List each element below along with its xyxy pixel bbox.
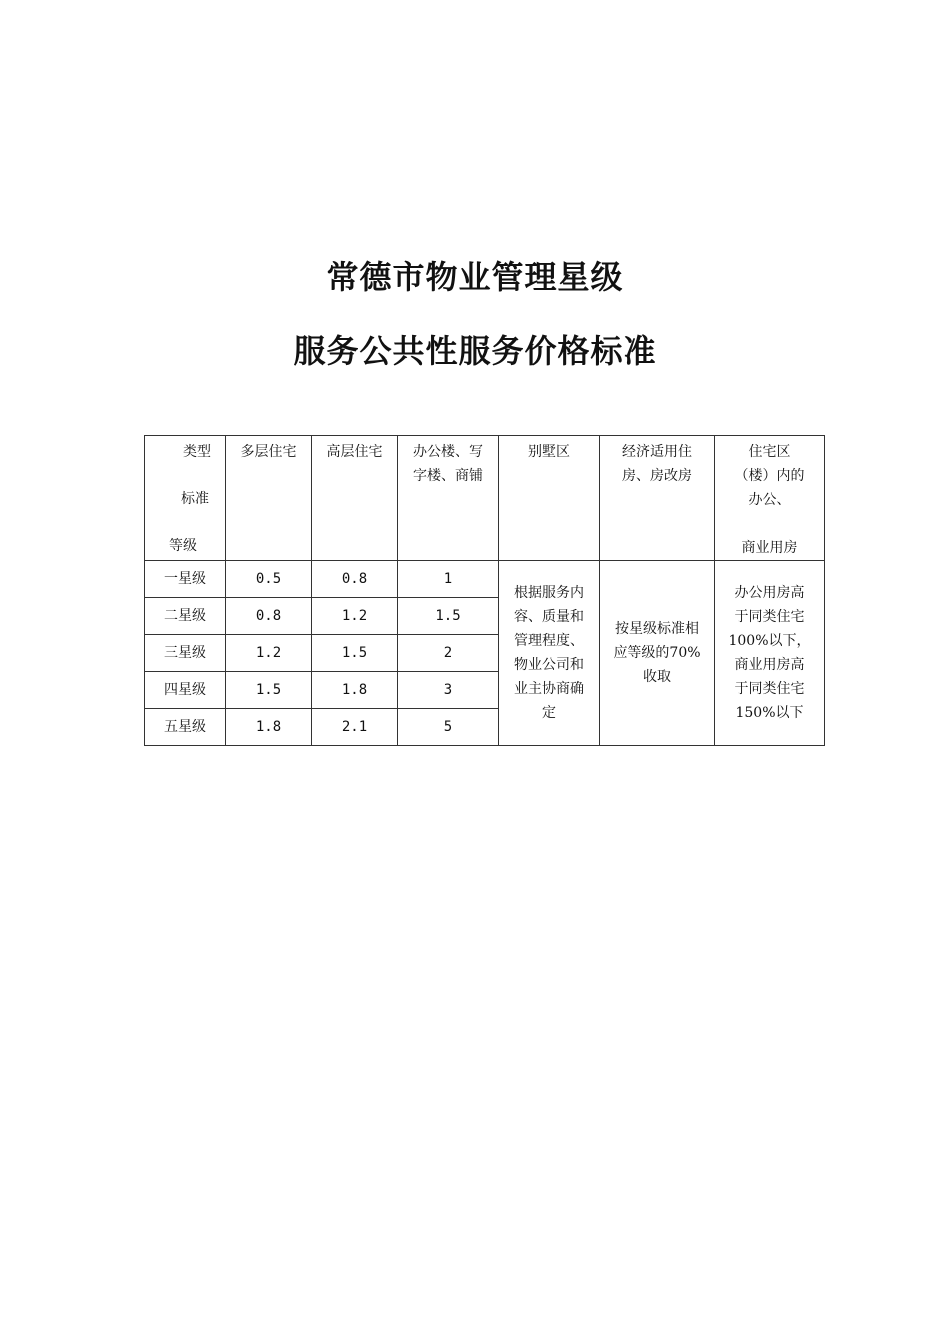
mixed-note-line: 商业用房高 — [734, 657, 805, 673]
corner-header-cell — [145, 436, 226, 561]
villa-note-line: 定 — [542, 705, 556, 721]
mixed-note-line: 办公用房高 — [734, 585, 805, 601]
header-mixed-line-3: 办公、 — [748, 492, 791, 508]
affordable-note-line: 收取 — [643, 669, 671, 685]
cell-multi-storey: 1.2 — [226, 635, 312, 672]
villa-note-line: 业主协商确 — [514, 681, 584, 697]
standard-label: 标准 — [181, 491, 209, 507]
villa-note-line: 管理程度、 — [514, 633, 584, 649]
cell-high-rise: 1.5 — [312, 635, 398, 672]
header-affordable — [600, 436, 715, 561]
header-office-shop-line-2: 字楼、商铺 — [413, 468, 483, 484]
cell-office: 2 — [398, 635, 499, 672]
header-mixed-line-1: 住宅区 — [748, 444, 791, 460]
header-mixed-line-4: 商业用房 — [741, 540, 798, 556]
type-label: 类型 — [183, 444, 211, 460]
row-level: 四星级 — [145, 672, 226, 709]
header-high-rise — [312, 436, 398, 561]
cell-office: 1 — [398, 561, 499, 598]
table-row — [145, 561, 825, 598]
grade-label: 等级 — [169, 538, 197, 554]
document-title-line-2: 服务公共性服务价格标准 — [293, 332, 657, 370]
cell-multi-storey: 1.5 — [226, 672, 312, 709]
cell-office: 1.5 — [398, 598, 499, 635]
mixed-note-line: 150%以下 — [735, 705, 804, 721]
header-mixed-line-2: （楼）内的 — [734, 468, 805, 484]
header-villa-text: 别墅区 — [528, 444, 570, 460]
header-affordable-line-1: 经济适用住 — [622, 444, 692, 460]
villa-note-cell — [499, 561, 600, 746]
table-header-row — [145, 436, 825, 561]
cell-high-rise: 2.1 — [312, 709, 398, 746]
mixed-note-line: 于同类住宅 — [734, 681, 805, 697]
header-office-shop — [398, 436, 499, 561]
row-level: 五星级 — [145, 709, 226, 746]
cell-office: 3 — [398, 672, 499, 709]
header-mixed-use — [715, 436, 825, 561]
villa-note-line: 容、质量和 — [514, 609, 584, 625]
row-level: 三星级 — [145, 635, 226, 672]
cell-multi-storey: 1.8 — [226, 709, 312, 746]
cell-multi-storey: 0.8 — [226, 598, 312, 635]
affordable-note-line: 按星级标准相 — [615, 621, 699, 637]
header-office-shop-line-1: 办公楼、写 — [413, 444, 483, 460]
villa-note-line: 物业公司和 — [514, 657, 584, 673]
document-title-line-1: 常德市物业管理星级 — [326, 258, 624, 296]
mixed-note-cell — [715, 561, 825, 746]
row-level: 二星级 — [145, 598, 226, 635]
affordable-note-cell — [600, 561, 715, 746]
mixed-note-line: 100%以下， — [728, 633, 811, 649]
affordable-note-line: 应等级的70% — [613, 645, 701, 661]
row-level: 一星级 — [145, 561, 226, 598]
header-villa — [499, 436, 600, 561]
header-high-rise-text: 高层住宅 — [326, 444, 383, 460]
header-multi-storey — [226, 436, 312, 561]
header-multi-storey-text: 多层住宅 — [240, 444, 297, 460]
price-standard-table — [144, 435, 825, 746]
mixed-note-line: 于同类住宅 — [734, 609, 805, 625]
cell-high-rise: 1.2 — [312, 598, 398, 635]
header-affordable-line-2: 房、房改房 — [622, 468, 692, 484]
villa-note-line: 根据服务内 — [514, 585, 584, 601]
cell-high-rise: 0.8 — [312, 561, 398, 598]
cell-multi-storey: 0.5 — [226, 561, 312, 598]
cell-office: 5 — [398, 709, 499, 746]
cell-high-rise: 1.8 — [312, 672, 398, 709]
